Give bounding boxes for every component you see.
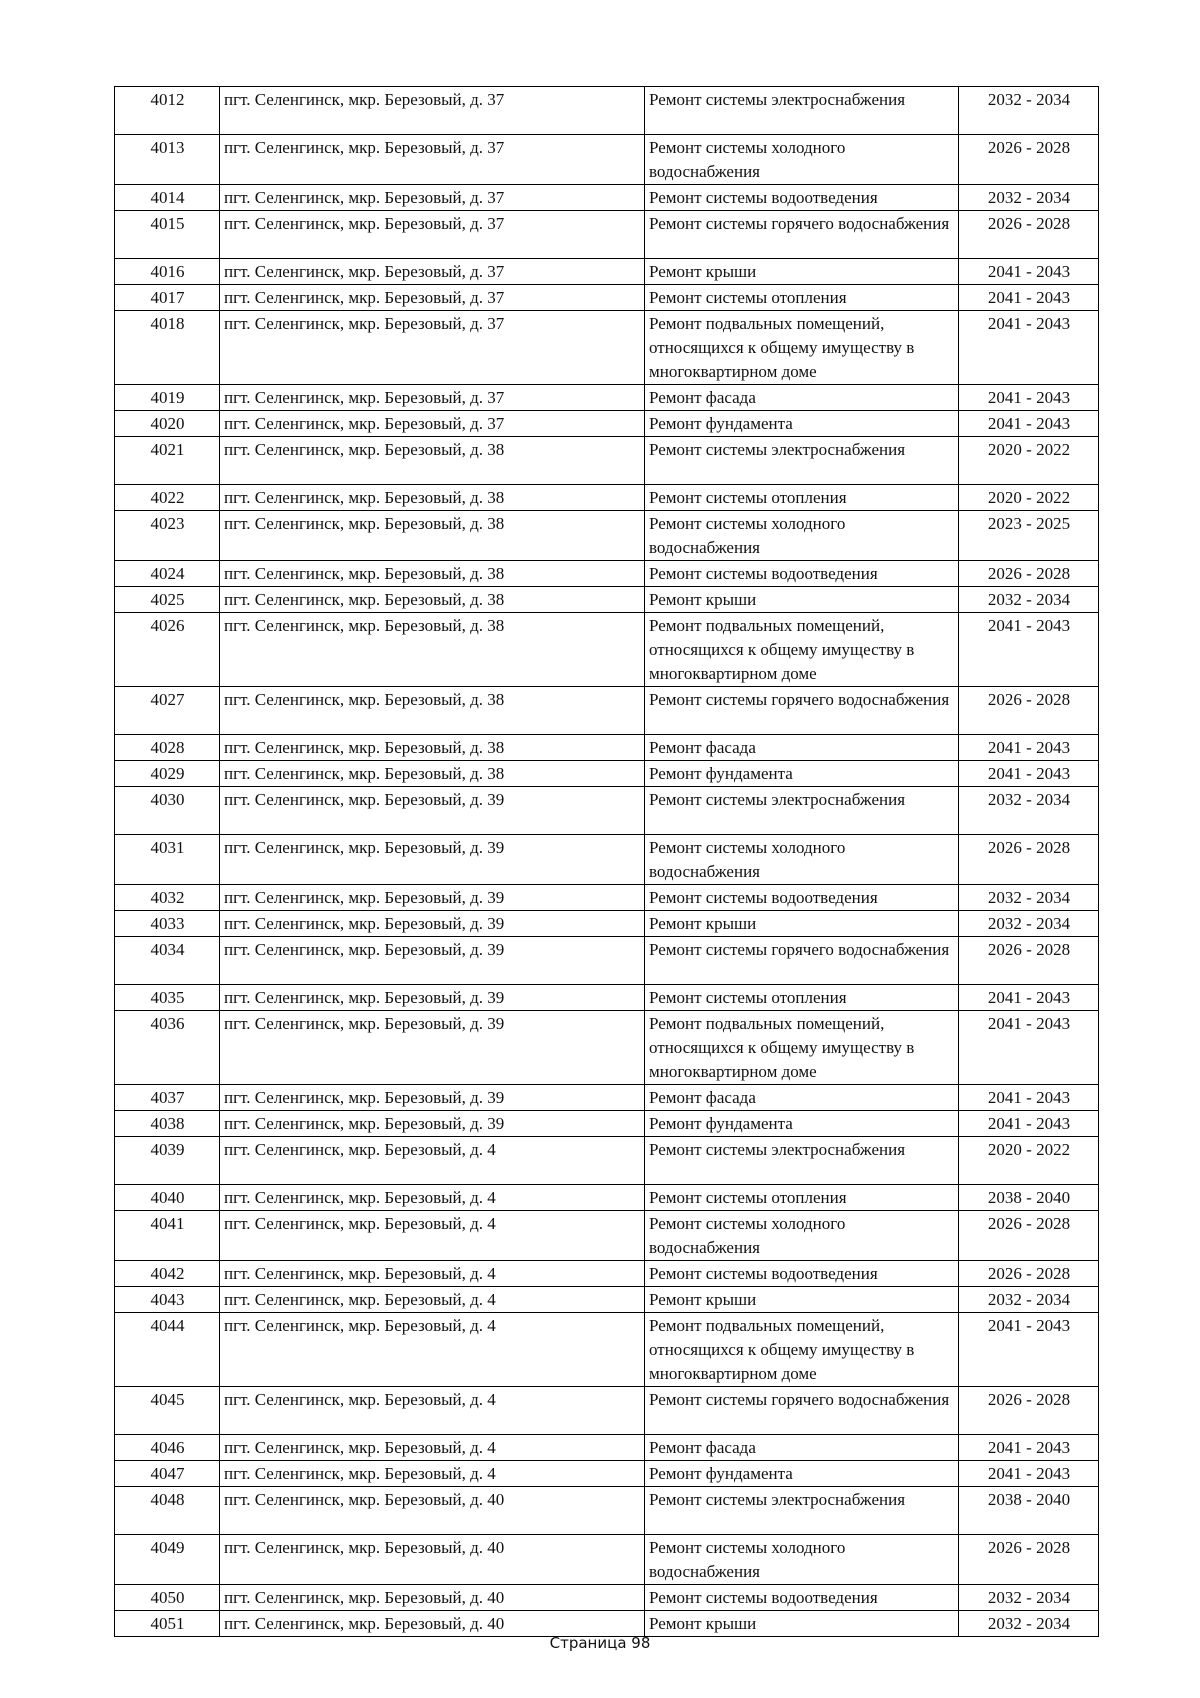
- address-cell: пгт. Селенгинск, мкр. Березовый, д. 39: [220, 911, 645, 937]
- row-number-cell: 4050: [115, 1585, 220, 1611]
- address-cell: пгт. Селенгинск, мкр. Березовый, д. 37: [220, 311, 645, 385]
- period-cell: 2020 - 2022: [959, 485, 1099, 511]
- period-cell: 2032 - 2034: [959, 587, 1099, 613]
- row-number-cell: 4051: [115, 1611, 220, 1637]
- address-cell: пгт. Селенгинск, мкр. Березовый, д. 4: [220, 1287, 645, 1313]
- row-number-cell: 4028: [115, 735, 220, 761]
- work-type-cell: Ремонт крыши: [645, 1287, 959, 1313]
- address-cell: пгт. Селенгинск, мкр. Березовый, д. 39: [220, 835, 645, 885]
- row-number-cell: 4022: [115, 485, 220, 511]
- period-cell: 2041 - 2043: [959, 735, 1099, 761]
- period-cell: 2038 - 2040: [959, 1487, 1099, 1535]
- work-type-cell: Ремонт системы водоотведения: [645, 1585, 959, 1611]
- work-type-cell: Ремонт системы холодного водоснабжения: [645, 835, 959, 885]
- work-type-cell: Ремонт крыши: [645, 911, 959, 937]
- address-cell: пгт. Селенгинск, мкр. Березовый, д. 4: [220, 1313, 645, 1387]
- address-cell: пгт. Селенгинск, мкр. Березовый, д. 38: [220, 613, 645, 687]
- table-row: [115, 1185, 1099, 1211]
- table-row: [115, 787, 1099, 835]
- period-cell: 2026 - 2028: [959, 835, 1099, 885]
- row-number-cell: 4019: [115, 385, 220, 411]
- table-row: [115, 1111, 1099, 1137]
- address-cell: пгт. Селенгинск, мкр. Березовый, д. 38: [220, 735, 645, 761]
- table-row: [115, 135, 1099, 185]
- period-cell: 2032 - 2034: [959, 885, 1099, 911]
- period-cell: 2026 - 2028: [959, 1535, 1099, 1585]
- address-cell: пгт. Селенгинск, мкр. Березовый, д. 37: [220, 135, 645, 185]
- period-cell: 2026 - 2028: [959, 1261, 1099, 1287]
- period-cell: 2026 - 2028: [959, 211, 1099, 259]
- period-cell: 2023 - 2025: [959, 511, 1099, 561]
- work-type-cell: Ремонт системы горячего водоснабжения: [645, 687, 959, 735]
- row-number-cell: 4034: [115, 937, 220, 985]
- work-type-cell: Ремонт крыши: [645, 1611, 959, 1637]
- row-number-cell: 4021: [115, 437, 220, 485]
- table-row: [115, 1287, 1099, 1313]
- address-cell: пгт. Селенгинск, мкр. Березовый, д. 39: [220, 1111, 645, 1137]
- table-row: [115, 985, 1099, 1011]
- period-cell: 2041 - 2043: [959, 411, 1099, 437]
- work-type-cell: Ремонт системы электроснабжения: [645, 437, 959, 485]
- address-cell: пгт. Селенгинск, мкр. Березовый, д. 4: [220, 1185, 645, 1211]
- table-row: [115, 285, 1099, 311]
- row-number-cell: 4048: [115, 1487, 220, 1535]
- row-number-cell: 4043: [115, 1287, 220, 1313]
- work-type-cell: Ремонт системы электроснабжения: [645, 787, 959, 835]
- row-number-cell: 4023: [115, 511, 220, 561]
- work-type-cell: Ремонт системы водоотведения: [645, 561, 959, 587]
- address-cell: пгт. Селенгинск, мкр. Березовый, д. 40: [220, 1535, 645, 1585]
- row-number-cell: 4020: [115, 411, 220, 437]
- work-type-cell: Ремонт крыши: [645, 259, 959, 285]
- table-row: [115, 411, 1099, 437]
- address-cell: пгт. Селенгинск, мкр. Березовый, д. 4: [220, 1387, 645, 1435]
- row-number-cell: 4027: [115, 687, 220, 735]
- address-cell: пгт. Селенгинск, мкр. Березовый, д. 39: [220, 1011, 645, 1085]
- table-row: [115, 835, 1099, 885]
- row-number-cell: 4016: [115, 259, 220, 285]
- table-row: [115, 1435, 1099, 1461]
- period-cell: 2032 - 2034: [959, 87, 1099, 135]
- period-cell: 2026 - 2028: [959, 561, 1099, 587]
- period-cell: 2032 - 2034: [959, 1611, 1099, 1637]
- row-number-cell: 4049: [115, 1535, 220, 1585]
- work-type-cell: Ремонт фасада: [645, 1435, 959, 1461]
- period-cell: 2032 - 2034: [959, 1287, 1099, 1313]
- work-type-cell: Ремонт системы отопления: [645, 985, 959, 1011]
- address-cell: пгт. Селенгинск, мкр. Березовый, д. 37: [220, 87, 645, 135]
- work-type-cell: Ремонт системы холодного водоснабжения: [645, 1211, 959, 1261]
- work-type-cell: Ремонт системы холодного водоснабжения: [645, 1535, 959, 1585]
- work-type-cell: Ремонт крыши: [645, 587, 959, 613]
- work-type-cell: Ремонт системы электроснабжения: [645, 1487, 959, 1535]
- table-row: [115, 937, 1099, 985]
- work-type-cell: Ремонт системы холодного водоснабжения: [645, 135, 959, 185]
- table-row: [115, 1137, 1099, 1185]
- period-cell: 2026 - 2028: [959, 687, 1099, 735]
- period-cell: 2020 - 2022: [959, 437, 1099, 485]
- address-cell: пгт. Селенгинск, мкр. Березовый, д. 40: [220, 1585, 645, 1611]
- period-cell: 2041 - 2043: [959, 1011, 1099, 1085]
- page-number: Страница 98: [549, 1634, 651, 1652]
- work-type-cell: Ремонт фасада: [645, 1085, 959, 1111]
- row-number-cell: 4030: [115, 787, 220, 835]
- work-type-cell: Ремонт фундамента: [645, 1461, 959, 1487]
- table-row: [115, 1313, 1099, 1387]
- address-cell: пгт. Селенгинск, мкр. Березовый, д. 4: [220, 1211, 645, 1261]
- work-type-cell: Ремонт системы водоотведения: [645, 885, 959, 911]
- period-cell: 2041 - 2043: [959, 259, 1099, 285]
- row-number-cell: 4036: [115, 1011, 220, 1085]
- period-cell: 2041 - 2043: [959, 613, 1099, 687]
- address-cell: пгт. Селенгинск, мкр. Березовый, д. 38: [220, 587, 645, 613]
- work-type-cell: Ремонт фундамента: [645, 1111, 959, 1137]
- table-body: [115, 87, 1099, 1637]
- period-cell: 2026 - 2028: [959, 1387, 1099, 1435]
- work-type-cell: Ремонт фасада: [645, 735, 959, 761]
- row-number-cell: 4044: [115, 1313, 220, 1387]
- table-row: [115, 561, 1099, 587]
- address-cell: пгт. Селенгинск, мкр. Березовый, д. 37: [220, 285, 645, 311]
- period-cell: 2041 - 2043: [959, 761, 1099, 787]
- period-cell: 2032 - 2034: [959, 911, 1099, 937]
- row-number-cell: 4029: [115, 761, 220, 787]
- address-cell: пгт. Селенгинск, мкр. Березовый, д. 4: [220, 1261, 645, 1287]
- work-type-cell: Ремонт фундамента: [645, 411, 959, 437]
- row-number-cell: 4031: [115, 835, 220, 885]
- row-number-cell: 4025: [115, 587, 220, 613]
- work-type-cell: Ремонт системы отопления: [645, 285, 959, 311]
- row-number-cell: 4035: [115, 985, 220, 1011]
- table-row: [115, 1611, 1099, 1637]
- table-row: [115, 511, 1099, 561]
- table-row: [115, 485, 1099, 511]
- address-cell: пгт. Селенгинск, мкр. Березовый, д. 39: [220, 985, 645, 1011]
- table-row: [115, 1211, 1099, 1261]
- table-row: [115, 735, 1099, 761]
- address-cell: пгт. Селенгинск, мкр. Березовый, д. 40: [220, 1487, 645, 1535]
- period-cell: 2041 - 2043: [959, 311, 1099, 385]
- row-number-cell: 4041: [115, 1211, 220, 1261]
- period-cell: 2041 - 2043: [959, 985, 1099, 1011]
- address-cell: пгт. Селенгинск, мкр. Березовый, д. 38: [220, 437, 645, 485]
- work-type-cell: Ремонт системы электроснабжения: [645, 87, 959, 135]
- period-cell: 2041 - 2043: [959, 1435, 1099, 1461]
- row-number-cell: 4038: [115, 1111, 220, 1137]
- row-number-cell: 4042: [115, 1261, 220, 1287]
- row-number-cell: 4047: [115, 1461, 220, 1487]
- period-cell: 2026 - 2028: [959, 1211, 1099, 1261]
- repair-schedule-table: [114, 86, 1099, 1637]
- address-cell: пгт. Селенгинск, мкр. Березовый, д. 39: [220, 885, 645, 911]
- row-number-cell: 4045: [115, 1387, 220, 1435]
- work-type-cell: Ремонт системы отопления: [645, 485, 959, 511]
- table-row: [115, 1261, 1099, 1287]
- table-row: [115, 687, 1099, 735]
- table-row: [115, 1387, 1099, 1435]
- row-number-cell: 4032: [115, 885, 220, 911]
- table-row: [115, 1585, 1099, 1611]
- table-row: [115, 185, 1099, 211]
- table-row: [115, 885, 1099, 911]
- table-row: [115, 385, 1099, 411]
- table-row: [115, 1461, 1099, 1487]
- address-cell: пгт. Селенгинск, мкр. Березовый, д. 38: [220, 485, 645, 511]
- table-row: [115, 761, 1099, 787]
- period-cell: 2020 - 2022: [959, 1137, 1099, 1185]
- address-cell: пгт. Селенгинск, мкр. Березовый, д. 4: [220, 1137, 645, 1185]
- period-cell: 2041 - 2043: [959, 1461, 1099, 1487]
- row-number-cell: 4026: [115, 613, 220, 687]
- period-cell: 2041 - 2043: [959, 285, 1099, 311]
- period-cell: 2026 - 2028: [959, 937, 1099, 985]
- period-cell: 2041 - 2043: [959, 1085, 1099, 1111]
- work-type-cell: Ремонт фундамента: [645, 761, 959, 787]
- work-type-cell: Ремонт системы горячего водоснабжения: [645, 1387, 959, 1435]
- row-number-cell: 4046: [115, 1435, 220, 1461]
- table-row: [115, 259, 1099, 285]
- work-type-cell: Ремонт системы горячего водоснабжения: [645, 211, 959, 259]
- row-number-cell: 4040: [115, 1185, 220, 1211]
- work-type-cell: Ремонт подвальных помещений, относящихся к общему имуществу в многоквартирном доме: [645, 1011, 959, 1085]
- table-row: [115, 437, 1099, 485]
- row-number-cell: 4039: [115, 1137, 220, 1185]
- row-number-cell: 4014: [115, 185, 220, 211]
- work-type-cell: Ремонт системы водоотведения: [645, 185, 959, 211]
- work-type-cell: Ремонт системы горячего водоснабжения: [645, 937, 959, 985]
- row-number-cell: 4033: [115, 911, 220, 937]
- period-cell: 2032 - 2034: [959, 787, 1099, 835]
- period-cell: 2038 - 2040: [959, 1185, 1099, 1211]
- row-number-cell: 4015: [115, 211, 220, 259]
- table-row: [115, 1535, 1099, 1585]
- work-type-cell: Ремонт фасада: [645, 385, 959, 411]
- table-row: [115, 311, 1099, 385]
- address-cell: пгт. Селенгинск, мкр. Березовый, д. 40: [220, 1611, 645, 1637]
- period-cell: 2026 - 2028: [959, 135, 1099, 185]
- address-cell: пгт. Селенгинск, мкр. Березовый, д. 37: [220, 211, 645, 259]
- address-cell: пгт. Селенгинск, мкр. Березовый, д. 37: [220, 259, 645, 285]
- table-row: [115, 911, 1099, 937]
- work-type-cell: Ремонт подвальных помещений, относящихся к общему имуществу в многоквартирном доме: [645, 1313, 959, 1387]
- period-cell: 2032 - 2034: [959, 1585, 1099, 1611]
- table-row: [115, 613, 1099, 687]
- address-cell: пгт. Селенгинск, мкр. Березовый, д. 4: [220, 1435, 645, 1461]
- period-cell: 2041 - 2043: [959, 385, 1099, 411]
- address-cell: пгт. Селенгинск, мкр. Березовый, д. 38: [220, 511, 645, 561]
- table-row: [115, 1085, 1099, 1111]
- row-number-cell: 4012: [115, 87, 220, 135]
- address-cell: пгт. Селенгинск, мкр. Березовый, д. 38: [220, 687, 645, 735]
- address-cell: пгт. Селенгинск, мкр. Березовый, д. 37: [220, 411, 645, 437]
- address-cell: пгт. Селенгинск, мкр. Березовый, д. 37: [220, 385, 645, 411]
- row-number-cell: 4013: [115, 135, 220, 185]
- work-type-cell: Ремонт подвальных помещений, относящихся к общему имуществу в многоквартирном доме: [645, 613, 959, 687]
- address-cell: пгт. Селенгинск, мкр. Березовый, д. 38: [220, 761, 645, 787]
- address-cell: пгт. Селенгинск, мкр. Березовый, д. 38: [220, 561, 645, 587]
- row-number-cell: 4017: [115, 285, 220, 311]
- period-cell: 2041 - 2043: [959, 1111, 1099, 1137]
- table-row: [115, 1487, 1099, 1535]
- work-type-cell: Ремонт системы холодного водоснабжения: [645, 511, 959, 561]
- table-row: [115, 1011, 1099, 1085]
- address-cell: пгт. Селенгинск, мкр. Березовый, д. 4: [220, 1461, 645, 1487]
- work-type-cell: Ремонт системы электроснабжения: [645, 1137, 959, 1185]
- period-cell: 2032 - 2034: [959, 185, 1099, 211]
- table-row: [115, 587, 1099, 613]
- row-number-cell: 4024: [115, 561, 220, 587]
- row-number-cell: 4037: [115, 1085, 220, 1111]
- address-cell: пгт. Селенгинск, мкр. Березовый, д. 39: [220, 787, 645, 835]
- address-cell: пгт. Селенгинск, мкр. Березовый, д. 39: [220, 1085, 645, 1111]
- address-cell: пгт. Селенгинск, мкр. Березовый, д. 39: [220, 937, 645, 985]
- work-type-cell: Ремонт системы водоотведения: [645, 1261, 959, 1287]
- table-row: [115, 211, 1099, 259]
- work-type-cell: Ремонт системы отопления: [645, 1185, 959, 1211]
- address-cell: пгт. Селенгинск, мкр. Березовый, д. 37: [220, 185, 645, 211]
- period-cell: 2041 - 2043: [959, 1313, 1099, 1387]
- work-type-cell: Ремонт подвальных помещений, относящихся к общему имуществу в многоквартирном доме: [645, 311, 959, 385]
- row-number-cell: 4018: [115, 311, 220, 385]
- table-row: [115, 87, 1099, 135]
